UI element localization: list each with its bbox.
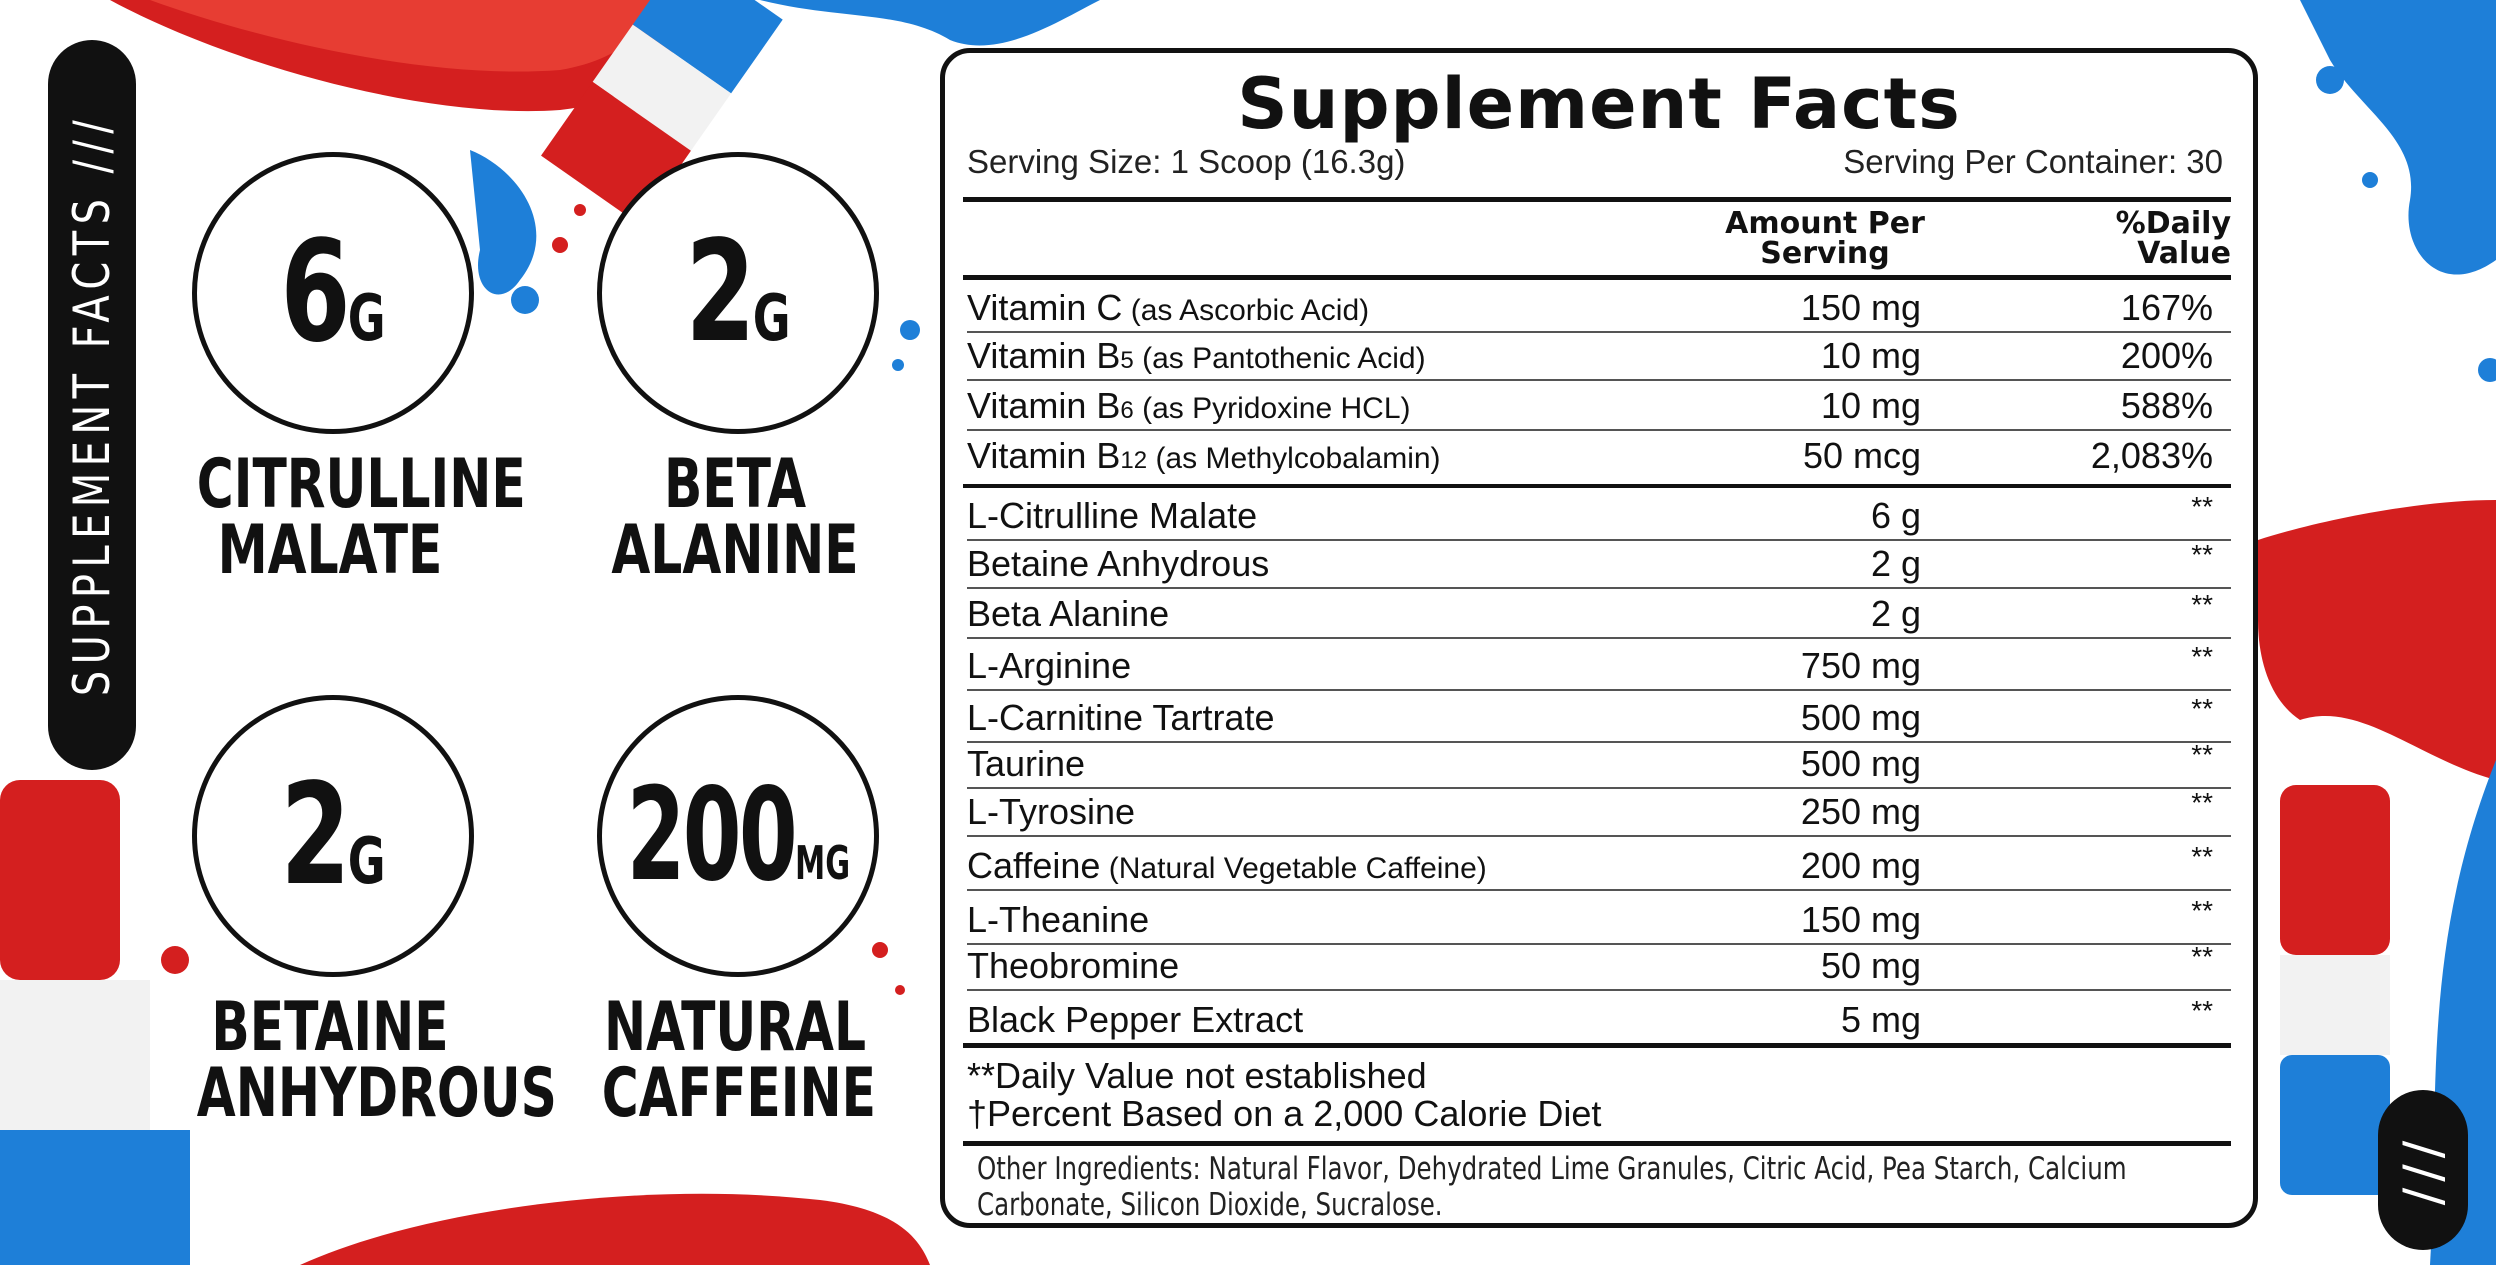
- table-row: [967, 541, 2231, 589]
- daily-value: **: [2191, 491, 2213, 522]
- amount-per-serving: 200 mg: [1800, 845, 1921, 886]
- divider-thick: [963, 275, 2231, 280]
- blue-splash-right: [2300, 0, 2496, 275]
- divider-thick: [963, 197, 2231, 202]
- amount-per-serving: 50 mcg: [1802, 435, 1921, 476]
- stat-circle: [597, 695, 879, 977]
- amount-per-serving: 2 g: [1870, 543, 1921, 584]
- corner-label-pill: [2378, 1090, 2468, 1250]
- nutrient-name: L-Tyrosine: [967, 791, 1136, 832]
- daily-value: **: [2191, 739, 2213, 770]
- stat-label: CITRULLINE MALATE: [196, 445, 526, 590]
- divider-thick: [963, 1043, 2231, 1048]
- nutrient-name: L-Citrulline Malate: [967, 495, 1258, 536]
- amount-per-serving: 5 mg: [1840, 999, 1921, 1040]
- amount-per-serving: 6 g: [1870, 495, 1921, 536]
- popsicle-right: [2280, 785, 2390, 1195]
- table-row: [967, 489, 2231, 541]
- servings-per-container: Serving Per Container: 30: [1843, 143, 2223, 180]
- stat-label: NATURAL CAFFEINE: [601, 988, 877, 1133]
- nutrient-name: Taurine: [967, 743, 1086, 784]
- nutrient-name: L-Arginine: [967, 645, 1132, 686]
- nutrient-name: Caffeine (Natural Vegetable Caffeine): [967, 845, 1487, 886]
- column-header-amount: Amount Per Serving: [1725, 206, 1925, 271]
- amount-per-serving: 500 mg: [1800, 743, 1921, 784]
- stat-circle: [192, 695, 474, 977]
- nutrient-name: Betaine Anhydrous: [967, 543, 1270, 584]
- column-header-daily-value: %Daily Value: [2115, 206, 2231, 271]
- daily-value: **: [2191, 787, 2213, 818]
- table-row: [967, 991, 2231, 1045]
- amount-per-serving: 10 mg: [1820, 385, 1921, 426]
- daily-value: 200%: [2120, 335, 2213, 376]
- amount-per-serving: 750 mg: [1800, 645, 1921, 686]
- nutrient-name: Vitamin B12 (as Methylcobalamin): [967, 435, 1441, 476]
- nutrient-name: Vitamin B6 (as Pyridoxine HCL): [967, 385, 1411, 426]
- amount-per-serving: 250 mg: [1800, 791, 1921, 832]
- nutrient-name: Theobromine: [967, 945, 1180, 986]
- amount-per-serving: 150 mg: [1800, 287, 1921, 328]
- table-row: [967, 739, 2231, 789]
- facts-title: Supplement Facts: [1237, 63, 1961, 145]
- table-row: [967, 333, 2231, 381]
- table-row: [967, 589, 2231, 639]
- table-row: [967, 789, 2231, 837]
- daily-value: 2,083%: [2090, 435, 2213, 476]
- divider-thick: [963, 1141, 2231, 1146]
- table-row: [967, 431, 2231, 481]
- side-label-text: SUPPLEMENT FACTS ///: [63, 113, 121, 697]
- stat-value: 2G: [280, 754, 386, 917]
- daily-value: 167%: [2120, 287, 2213, 328]
- daily-value: **: [2191, 995, 2213, 1026]
- red-splash-right: [2258, 500, 2496, 780]
- table-row: [967, 941, 2231, 991]
- stat-circle: [597, 152, 879, 434]
- table-row: [967, 381, 2231, 431]
- nutrient-name: L-Carnitine Tartrate: [967, 697, 1275, 738]
- footnote-daily-value: **Daily Value not established: [967, 1055, 1427, 1096]
- red-swirl-bottom: [300, 1194, 930, 1265]
- amount-per-serving: 2 g: [1870, 593, 1921, 634]
- serving-size: Serving Size: 1 Scoop (16.3g): [967, 143, 1406, 180]
- supplement-facts-panel: [940, 48, 2258, 1228]
- nutrient-name: Beta Alanine: [967, 593, 1170, 634]
- stat-value: 200MG: [626, 761, 850, 910]
- table-row: [967, 691, 2231, 743]
- stat-value: 2G: [685, 211, 791, 374]
- daily-value: 588%: [2120, 385, 2213, 426]
- nutrient-name: Vitamin B5 (as Pantothenic Acid): [967, 335, 1426, 376]
- stat-label: BETAINE ANHYDROUS: [196, 988, 557, 1133]
- divider-medium: [963, 484, 2231, 488]
- table-row: [967, 281, 2231, 333]
- nutrient-name: Black Pepper Extract: [967, 999, 1304, 1040]
- stat-label: BETA ALANINE: [611, 445, 859, 590]
- table-row: [967, 639, 2231, 691]
- table-row: [967, 837, 2231, 891]
- daily-value: **: [2191, 539, 2213, 570]
- amount-per-serving: 150 mg: [1800, 899, 1921, 940]
- nutrient-name: L-Theanine: [967, 899, 1150, 940]
- amount-per-serving: 50 mg: [1820, 945, 1921, 986]
- stat-value: 6G: [280, 211, 386, 374]
- amount-per-serving: 500 mg: [1800, 697, 1921, 738]
- blue-splash-top: [760, 0, 1100, 45]
- daily-value: **: [2191, 589, 2213, 620]
- popsicle-left: [0, 780, 190, 1265]
- daily-value: **: [2191, 693, 2213, 724]
- other-ingredients: Other Ingredients: Natural Flavor, Dehydrated Lime Granules, Citric Acid, Pea Starch, Calcium Carbonate, Silicon Dioxide, Sucralose.: [977, 1151, 2127, 1223]
- corner-label-text: ///: [2393, 1134, 2453, 1206]
- footnote-percent-basis: †Percent Based on a 2,000 Calorie Diet: [967, 1093, 1602, 1134]
- stat-circle: [192, 152, 474, 434]
- daily-value: **: [2191, 841, 2213, 872]
- amount-per-serving: 10 mg: [1820, 335, 1921, 376]
- daily-value: **: [2191, 641, 2213, 672]
- nutrient-name: Vitamin C (as Ascorbic Acid): [967, 287, 1370, 328]
- daily-value: **: [2191, 895, 2213, 926]
- table-row: [967, 891, 2231, 945]
- daily-value: **: [2191, 941, 2213, 972]
- side-label-pill: [48, 40, 136, 770]
